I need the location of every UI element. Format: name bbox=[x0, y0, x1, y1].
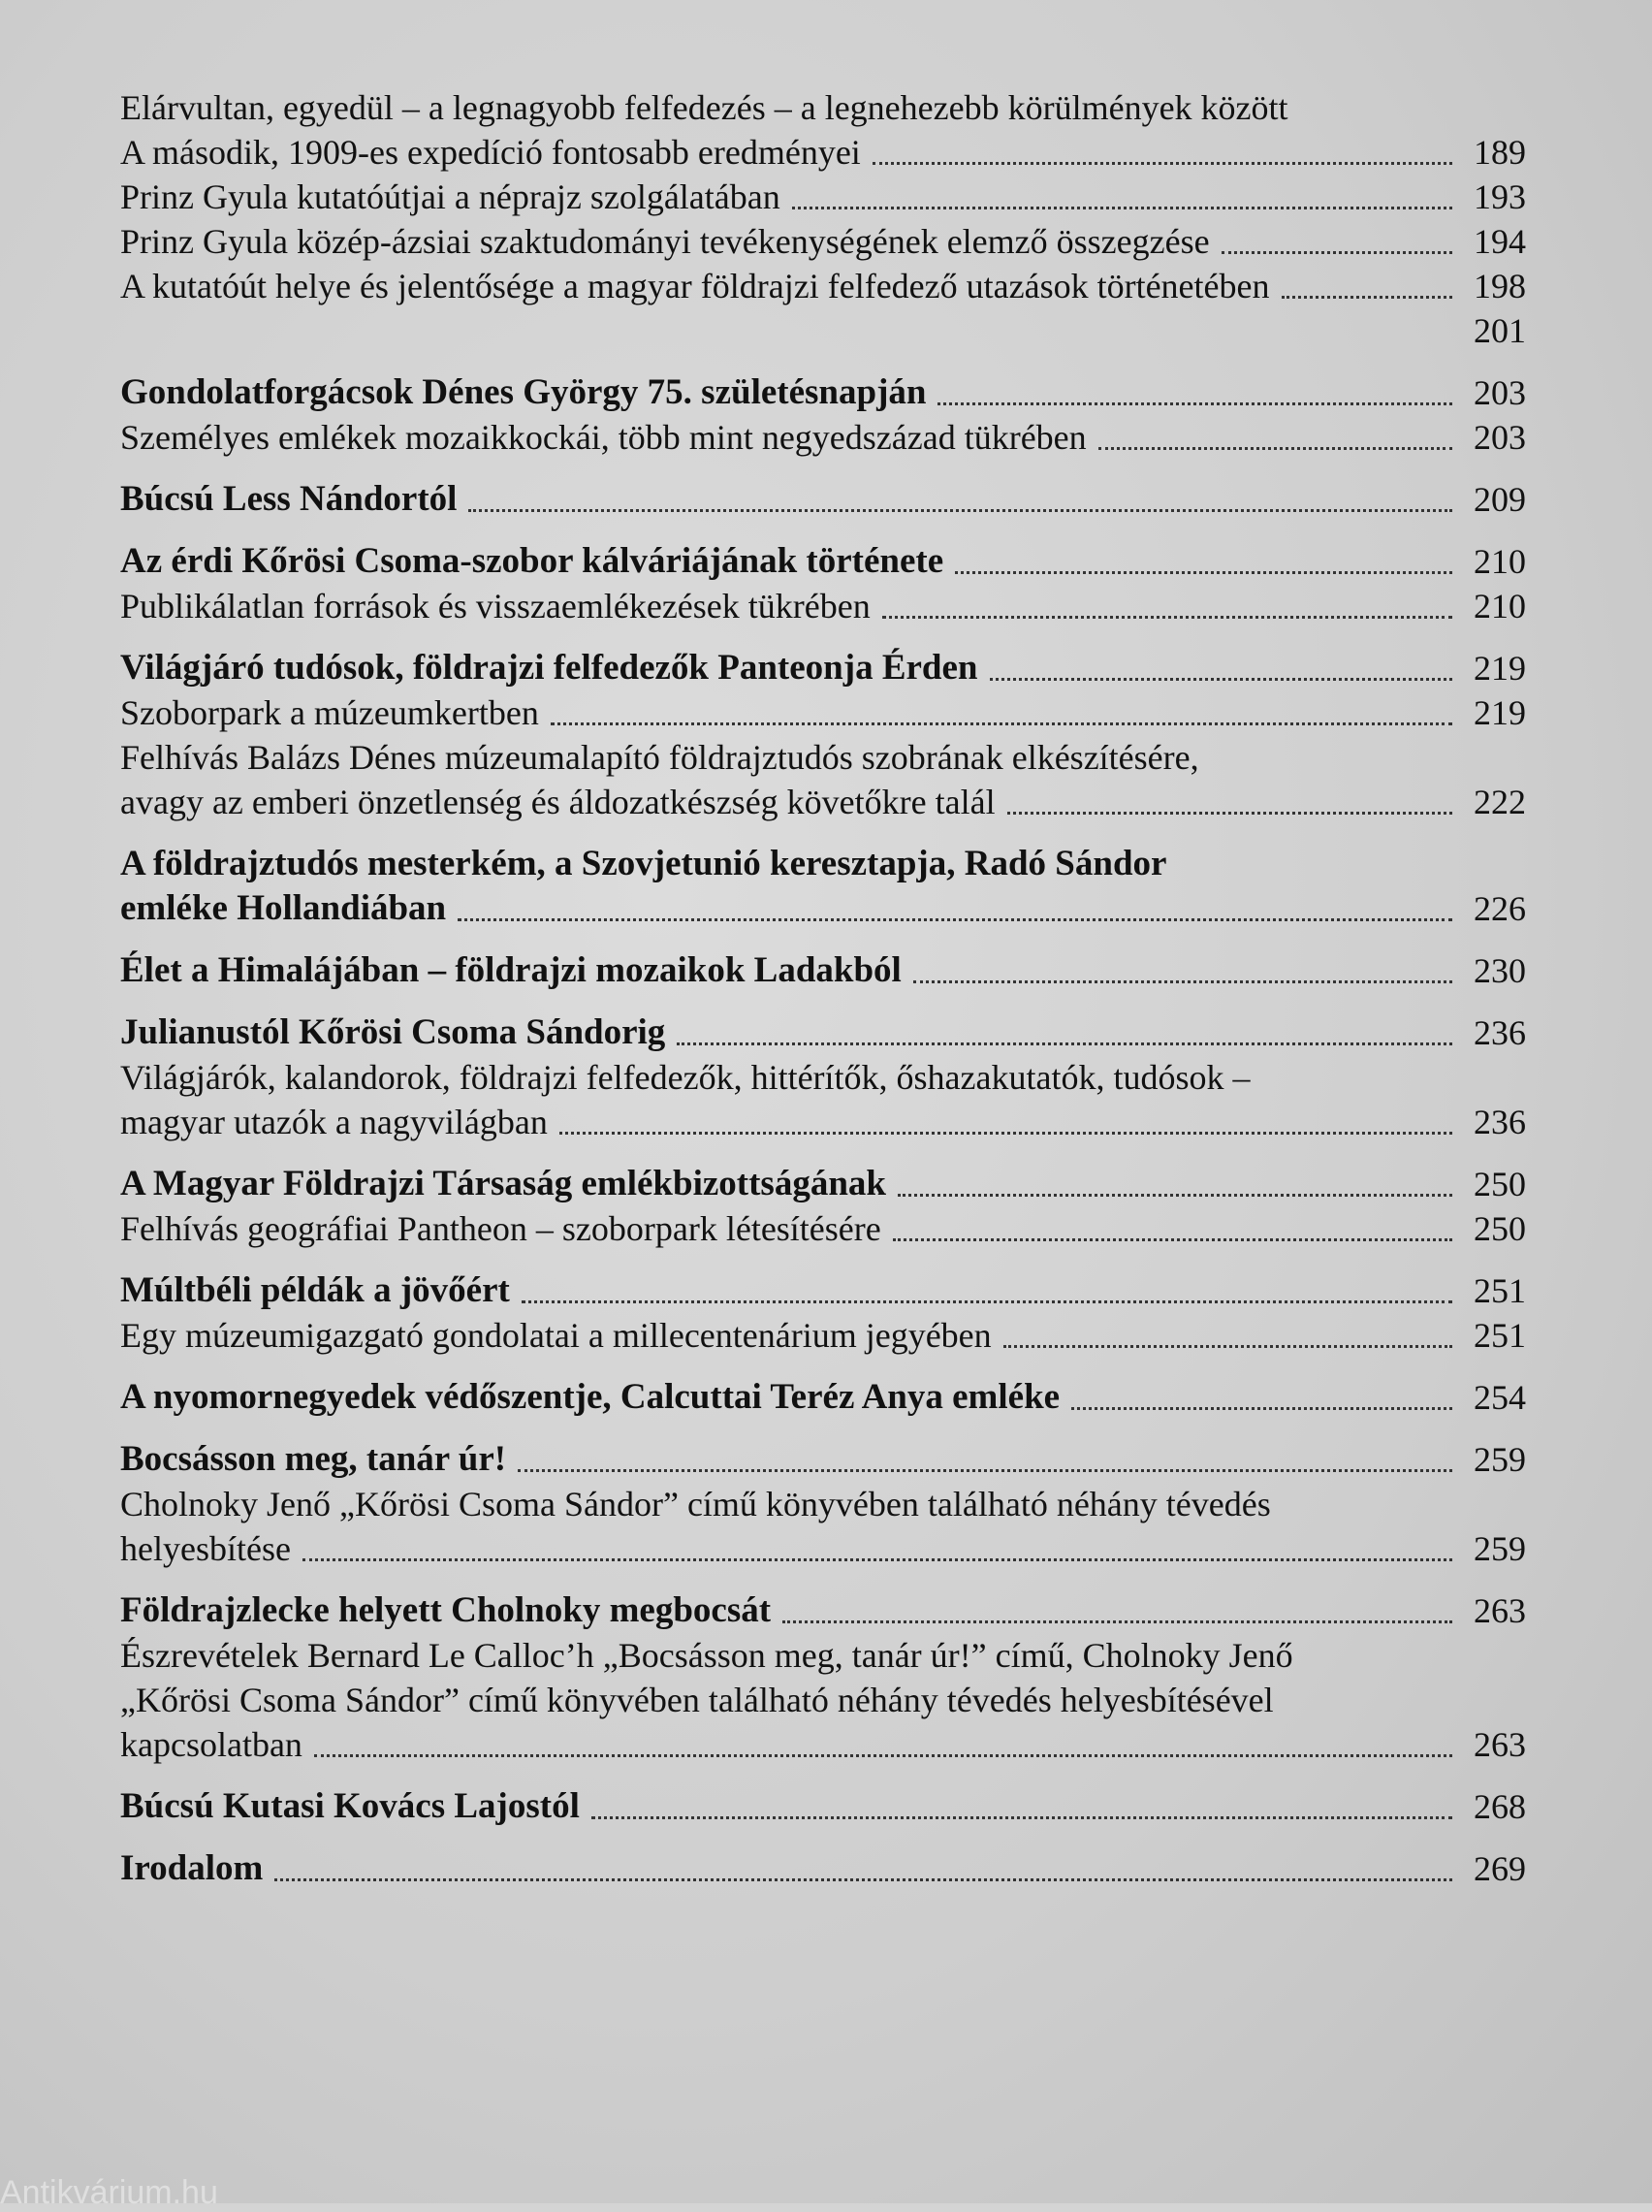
toc-chapter-title bbox=[120, 370, 1526, 415]
dot-leader bbox=[990, 677, 1453, 681]
toc-entry-text: Prinz Gyula közép-ázsiai szaktudományi tevékenységének elemző összegzése bbox=[120, 222, 1210, 261]
dot-leader bbox=[1003, 1344, 1452, 1348]
dot-leader bbox=[551, 721, 1452, 725]
toc-chapter-title bbox=[120, 886, 1526, 931]
toc-subtitle bbox=[120, 264, 1526, 308]
toc-subtitle bbox=[120, 1313, 1526, 1358]
toc-entry bbox=[120, 842, 1526, 931]
toc-entry-text: A Magyar Földrajzi Társaság emlékbizottságának bbox=[120, 1164, 886, 1203]
toc-entry-text: Julianustól Kőrösi Csoma Sándorig bbox=[120, 1012, 666, 1052]
page-number: 193 bbox=[1474, 177, 1526, 216]
toc-entry-text: Bocsásson meg, tanár úr! bbox=[120, 1439, 507, 1479]
watermark: Antikvárium.hu bbox=[0, 2174, 218, 2211]
page-number: 210 bbox=[1474, 587, 1526, 625]
toc-subtitle bbox=[120, 1526, 1526, 1571]
page-number: 263 bbox=[1474, 1591, 1526, 1630]
toc-entry-text: helyesbítése bbox=[120, 1529, 291, 1568]
toc-entry-text: Személyes emlékek mozaikkockái, több mint negyedszázad tükrében bbox=[120, 418, 1087, 457]
toc-entry bbox=[120, 1375, 1526, 1420]
page-number: 210 bbox=[1474, 542, 1526, 581]
page-number: 251 bbox=[1474, 1271, 1526, 1310]
toc-chapter-title bbox=[120, 1162, 1526, 1206]
dot-leader bbox=[782, 1619, 1452, 1623]
toc-entry bbox=[120, 1268, 1526, 1358]
toc-subtitle bbox=[120, 1678, 1526, 1722]
toc-subtitle bbox=[120, 690, 1526, 735]
toc-entry-text: „Kőrösi Csoma Sándor” című könyvében található néhány tévedés helyesbítésével bbox=[120, 1681, 1274, 1719]
page-number: 201 bbox=[1474, 311, 1526, 350]
toc-entry-text: A földrajztudós mesterkém, a Szovjetunió keresztapja, Radó Sándor bbox=[120, 844, 1167, 883]
page-number: 259 bbox=[1474, 1440, 1526, 1479]
dot-leader bbox=[792, 206, 1452, 209]
toc-subtitle bbox=[120, 415, 1526, 460]
dot-leader bbox=[302, 1557, 1452, 1561]
toc-entry-text: A nyomornegyedek védőszentje, Calcuttai Teréz Anya emléke bbox=[120, 1377, 1061, 1417]
page-number: 259 bbox=[1474, 1529, 1526, 1568]
toc-entry-text: emléke Hollandiában bbox=[120, 888, 447, 928]
dot-leader bbox=[882, 615, 1452, 619]
page-number: 254 bbox=[1474, 1378, 1526, 1417]
toc-entry-text: Gondolatforgácsok Dénes György 75. születésnapján bbox=[120, 372, 927, 412]
page-number: 251 bbox=[1474, 1316, 1526, 1355]
toc-entry bbox=[120, 539, 1526, 628]
toc-entry bbox=[120, 1846, 1526, 1891]
toc-entry bbox=[120, 1588, 1526, 1767]
toc-chapter-title bbox=[120, 1846, 1526, 1891]
toc-chapter-title bbox=[120, 842, 1526, 886]
toc-chapter-title bbox=[120, 1784, 1526, 1829]
toc-entry bbox=[120, 646, 1526, 824]
page-number: 263 bbox=[1474, 1725, 1526, 1764]
page-number: 269 bbox=[1474, 1849, 1526, 1888]
page-number: 219 bbox=[1474, 649, 1526, 688]
toc-entry bbox=[120, 1010, 1526, 1144]
page-number: 222 bbox=[1474, 783, 1526, 821]
page-number: 226 bbox=[1474, 889, 1526, 928]
toc-subtitle bbox=[120, 735, 1526, 780]
toc-entry-text: Publikálatlan források és visszaemlékezések tükrében bbox=[120, 587, 871, 625]
page-number: 268 bbox=[1474, 1787, 1526, 1826]
toc-entry-text: Búcsú Less Nándortól bbox=[120, 479, 458, 519]
toc-subtitle bbox=[120, 780, 1526, 824]
dot-leader bbox=[1222, 250, 1452, 254]
dot-leader bbox=[1098, 446, 1452, 450]
page-number: 189 bbox=[1474, 133, 1526, 172]
toc-entry-text: Szoborpark a múzeumkertben bbox=[120, 693, 539, 732]
toc-subtitle bbox=[120, 1055, 1526, 1100]
toc-chapter-title bbox=[120, 1010, 1526, 1055]
toc-entry-text: Múltbéli példák a jövőért bbox=[120, 1270, 510, 1310]
dot-leader bbox=[274, 1877, 1452, 1881]
page-number: 203 bbox=[1474, 418, 1526, 457]
dot-leader bbox=[1282, 295, 1453, 299]
toc-entry-text: Felhívás Balázs Dénes múzeumalapító földrajztudós szobrának elkészítésére, bbox=[120, 738, 1199, 777]
toc-chapter-title bbox=[120, 477, 1526, 522]
toc-subtitle bbox=[120, 130, 1526, 175]
toc-subtitle bbox=[120, 1722, 1526, 1767]
toc-subtitle bbox=[120, 175, 1526, 219]
toc-entry bbox=[120, 85, 1526, 353]
toc-entry bbox=[120, 370, 1526, 460]
toc-entry-text: Búcsú Kutasi Kovács Lajostól bbox=[120, 1786, 580, 1826]
dot-leader bbox=[898, 1193, 1452, 1197]
dot-leader bbox=[458, 917, 1452, 921]
toc-entry-text: Irodalom bbox=[120, 1848, 264, 1888]
page-number: 209 bbox=[1474, 480, 1526, 519]
toc-entry-text: Észrevételek Bernard Le Calloc’h „Bocsásson meg, tanár úr!” című, Cholnoky Jenő bbox=[120, 1636, 1293, 1675]
dot-leader bbox=[1007, 811, 1452, 815]
toc-entry-text: Egy múzeumigazgató gondolatai a millecentenárium jegyében bbox=[120, 1316, 992, 1355]
toc-entry-text: Világjárók, kalandorok, földrajzi felfedezők, hittérítők, őshazakutatók, tudósok – bbox=[120, 1058, 1251, 1097]
toc-entry bbox=[120, 1784, 1526, 1829]
dot-leader bbox=[559, 1131, 1452, 1135]
dot-leader bbox=[955, 570, 1452, 574]
toc-subtitle bbox=[120, 308, 1526, 353]
page-number: 203 bbox=[1474, 373, 1526, 412]
toc-entry bbox=[120, 477, 1526, 522]
toc-entry bbox=[120, 1162, 1526, 1251]
toc-entry-text: Világjáró tudósok, földrajzi felfedezők Panteonja Érden bbox=[120, 648, 978, 688]
toc-entry-text: kapcsolatban bbox=[120, 1725, 302, 1764]
toc-entry-text: Prinz Gyula kutatóútjai a néprajz szolgálatában bbox=[120, 177, 780, 216]
dot-leader bbox=[1071, 1406, 1452, 1410]
dot-leader bbox=[468, 508, 1452, 512]
dot-leader bbox=[314, 1753, 1452, 1757]
toc-entry-text: Élet a Himalájában – földrajzi mozaikok Ladakból bbox=[120, 950, 902, 990]
toc-subtitle bbox=[120, 584, 1526, 628]
page-number: 250 bbox=[1474, 1165, 1526, 1203]
toc-subtitle bbox=[120, 1100, 1526, 1144]
page-number: 236 bbox=[1474, 1013, 1526, 1052]
toc-entry-text: Felhívás geográfiai Pantheon – szoborpark létesítésére bbox=[120, 1209, 881, 1248]
dot-leader bbox=[913, 979, 1452, 983]
toc-entry-text: A kutatóút helye és jelentősége a magyar földrajzi felfedező utazások történetében bbox=[120, 267, 1270, 305]
toc-chapter-title bbox=[120, 1268, 1526, 1313]
toc-subtitle bbox=[120, 85, 1526, 130]
dot-leader bbox=[518, 1468, 1452, 1472]
page-number: 198 bbox=[1474, 267, 1526, 305]
toc-chapter-title bbox=[120, 948, 1526, 993]
table-of-contents bbox=[120, 85, 1526, 1891]
toc-chapter-title bbox=[120, 646, 1526, 690]
toc-chapter-title bbox=[120, 1375, 1526, 1420]
toc-entry-text: Elárvultan, egyedül – a legnagyobb felfedezés – a legnehezebb körülmények között bbox=[120, 88, 1288, 127]
page-number: 194 bbox=[1474, 222, 1526, 261]
dot-leader bbox=[937, 401, 1452, 405]
dot-leader bbox=[591, 1815, 1452, 1819]
toc-subtitle bbox=[120, 1482, 1526, 1526]
page-number: 219 bbox=[1474, 693, 1526, 732]
toc-subtitle bbox=[120, 219, 1526, 264]
toc-subtitle bbox=[120, 1206, 1526, 1251]
page-number: 236 bbox=[1474, 1103, 1526, 1141]
dot-leader bbox=[873, 161, 1452, 165]
dot-leader bbox=[893, 1237, 1452, 1241]
toc-entry bbox=[120, 948, 1526, 993]
toc-chapter-title bbox=[120, 1588, 1526, 1633]
toc-chapter-title bbox=[120, 1437, 1526, 1482]
toc-entry-text: Az érdi Kőrösi Csoma-szobor kálváriájának története bbox=[120, 541, 944, 581]
page-number: 250 bbox=[1474, 1209, 1526, 1248]
toc-entry-text: A második, 1909-es expedíció fontosabb eredményei bbox=[120, 133, 861, 172]
dot-leader bbox=[522, 1299, 1452, 1303]
toc-subtitle bbox=[120, 1633, 1526, 1678]
toc-chapter-title bbox=[120, 539, 1526, 584]
toc-entry-text: Földrajzlecke helyett Cholnoky megbocsát bbox=[120, 1590, 772, 1630]
dot-leader bbox=[677, 1042, 1452, 1045]
toc-entry-text: magyar utazók a nagyvilágban bbox=[120, 1103, 548, 1141]
toc-entry-text: Cholnoky Jenő „Kőrösi Csoma Sándor” című könyvében található néhány tévedés bbox=[120, 1485, 1271, 1523]
toc-entry-text: avagy az emberi önzetlenség és áldozatkészség követőkre talál bbox=[120, 783, 996, 821]
page-number: 230 bbox=[1474, 951, 1526, 990]
toc-entry bbox=[120, 1437, 1526, 1571]
